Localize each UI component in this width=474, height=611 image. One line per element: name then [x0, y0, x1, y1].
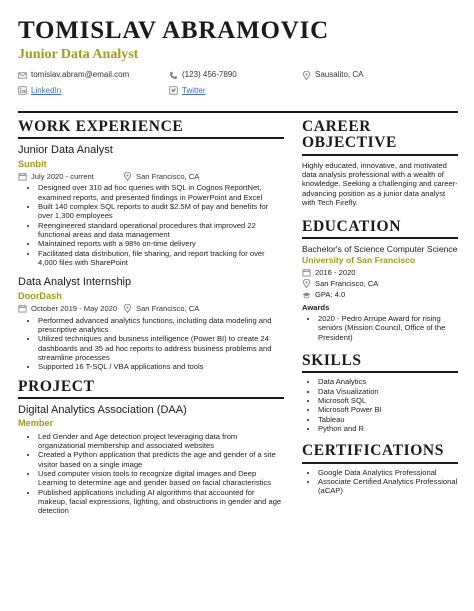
skills-list — [302, 377, 458, 433]
job-company: Sunbit — [18, 158, 47, 169]
map-pin-icon — [123, 172, 132, 181]
right-column — [302, 119, 458, 496]
gpa-text: GPA: 4.0 — [315, 290, 346, 300]
map-pin-icon — [123, 304, 132, 313]
education-years — [302, 268, 458, 277]
linkedin-link[interactable]: LinkedIn — [31, 86, 62, 96]
contact-row-2 — [18, 86, 458, 96]
contact-twitter[interactable] — [169, 86, 302, 96]
job-1 — [18, 144, 284, 267]
phone-icon — [169, 71, 178, 80]
candidate-title: Junior Data Analyst — [18, 47, 139, 62]
education-gpa — [302, 290, 458, 299]
header-divider — [18, 111, 458, 113]
job-dates: July 2020 - current — [31, 172, 94, 182]
list-item: • Supported 16 T-SQL / VBA applications and tools — [38, 362, 284, 371]
project-section — [18, 379, 284, 516]
contact-row-1 — [18, 70, 458, 80]
list-item: • Built 140 complex SQL reports to audit $2.5M of pay and benefits for over 1,300 employees — [38, 202, 284, 221]
awards-list — [302, 314, 458, 342]
list-item: • 2020 - Pedro Arrupe Award for rising seniors (Mission Council, Office of the President) — [318, 314, 458, 342]
list-item: • Python and R — [318, 424, 458, 433]
list-item: • Reengineered standard operational procedures that improved 22 functional areas and data management — [38, 221, 284, 240]
list-item: • Used computer vision tools to recognize digital images and Deep Learning to determine age and gender based on facial characteristics — [38, 469, 284, 488]
map-pin-icon — [302, 279, 311, 288]
education-heading: EDUCATION — [302, 219, 458, 239]
job-company: DoorDash — [18, 290, 62, 301]
job-role: Data Analyst Internship — [18, 276, 132, 289]
project-role: Member — [18, 418, 54, 429]
list-item: • Tableau — [318, 415, 458, 424]
left-column — [18, 119, 284, 516]
twitter-link[interactable]: Twitter — [182, 86, 206, 96]
calendar-icon — [18, 304, 27, 313]
twitter-icon — [169, 86, 178, 95]
list-item: • Utilized techniques and business intelligence (Power BI) to create 24 dashboards and 35 ad hoc reports to address business problems and streamline processes — [38, 334, 284, 362]
job-bullets — [18, 183, 284, 267]
education-location — [302, 279, 458, 288]
school-name: University of San Francisco — [302, 255, 416, 266]
list-item: • Created a Python application that predicts the age and gender of a site visitor based on a single image — [38, 450, 284, 469]
education-section — [302, 219, 458, 342]
education-years-text: 2016 - 2020 — [315, 267, 356, 277]
map-pin-icon — [302, 71, 311, 80]
job-meta — [18, 172, 284, 181]
certifications-heading: CERTIFICATIONS — [302, 443, 458, 463]
job-dates: October 2019 - May 2020 — [31, 304, 118, 314]
work-experience-heading: WORK EXPERIENCE — [18, 119, 284, 139]
location-text: Sausalito, CA — [315, 70, 364, 80]
job-meta — [18, 304, 284, 313]
awards-label: Awards — [302, 302, 330, 312]
certifications-list — [302, 468, 458, 496]
project-bullets — [18, 432, 284, 516]
graduation-cap-icon — [302, 291, 311, 300]
contact-location — [302, 70, 363, 80]
skills-heading: SKILLS — [302, 353, 458, 373]
career-objective-text: Highly educated, innovative, and motivated data analysis professional with a wealth of knowledge. Seeking a challenging and career-advancing position as a junior data analyst with Tech Firefly. — [302, 160, 458, 208]
skills-section — [302, 353, 458, 433]
list-item: • Performed advanced analytics functions, including data modeling and prescriptive analytics — [38, 316, 284, 335]
job-role: Junior Data Analyst — [18, 144, 113, 157]
resume-header — [18, 18, 458, 96]
certifications-section — [302, 443, 458, 495]
list-item: • Google Data Analytics Professional — [318, 468, 458, 477]
job-bullets — [18, 316, 284, 372]
list-item: • Microsoft SQL — [318, 396, 458, 405]
list-item: • Associate Certified Analytics Professional (aCAP) — [318, 477, 458, 496]
job-location: San Francisco, CA — [136, 304, 200, 314]
email-text: tomislav.abram@email.com — [31, 70, 130, 80]
list-item: • Data Analytics — [318, 377, 458, 386]
degree-name: Bachelor's of Science Computer Science — [302, 243, 458, 254]
list-item: • Data Visualization — [318, 387, 458, 396]
job-2 — [18, 276, 284, 371]
education-location-text: San Francisco, CA — [315, 279, 379, 289]
envelope-icon — [18, 71, 27, 80]
list-item: • Facilitated data distribution, file sharing, and report tracking for over 4,000 files with SharePoint — [38, 249, 284, 268]
job-location: San Francisco, CA — [136, 172, 200, 182]
list-item: • Designed over 310 ad hoc queries with SQL in Cognos ReportNet, examined reports, and presented findings in PowerPoint and Excel — [38, 183, 284, 202]
list-item: • Maintained reports with a 98% on-time delivery — [38, 239, 284, 248]
contact-linkedin[interactable] — [18, 86, 169, 96]
list-item: • Published applications including AI algorithms that accounted for makeup, facial expressions, lighting, and obstructions in gender and age detection — [38, 488, 284, 516]
project-heading: PROJECT — [18, 379, 284, 399]
contact-phone — [169, 70, 302, 80]
contact-email — [18, 70, 169, 80]
list-item: • Microsoft Power BI — [318, 405, 458, 414]
linkedin-icon — [18, 86, 27, 95]
calendar-icon — [302, 268, 311, 277]
list-item: • Led Gender and Age detection project leveraging data from organizational membership and associated websites — [38, 432, 284, 451]
career-objective-heading: CAREER OBJECTIVE — [302, 119, 458, 156]
phone-text: (123) 456-7890 — [182, 70, 237, 80]
calendar-icon — [18, 172, 27, 181]
candidate-name: TOMISLAV ABRAMOVIC — [18, 17, 329, 44]
project-name: Digital Analytics Association (DAA) — [18, 403, 187, 416]
